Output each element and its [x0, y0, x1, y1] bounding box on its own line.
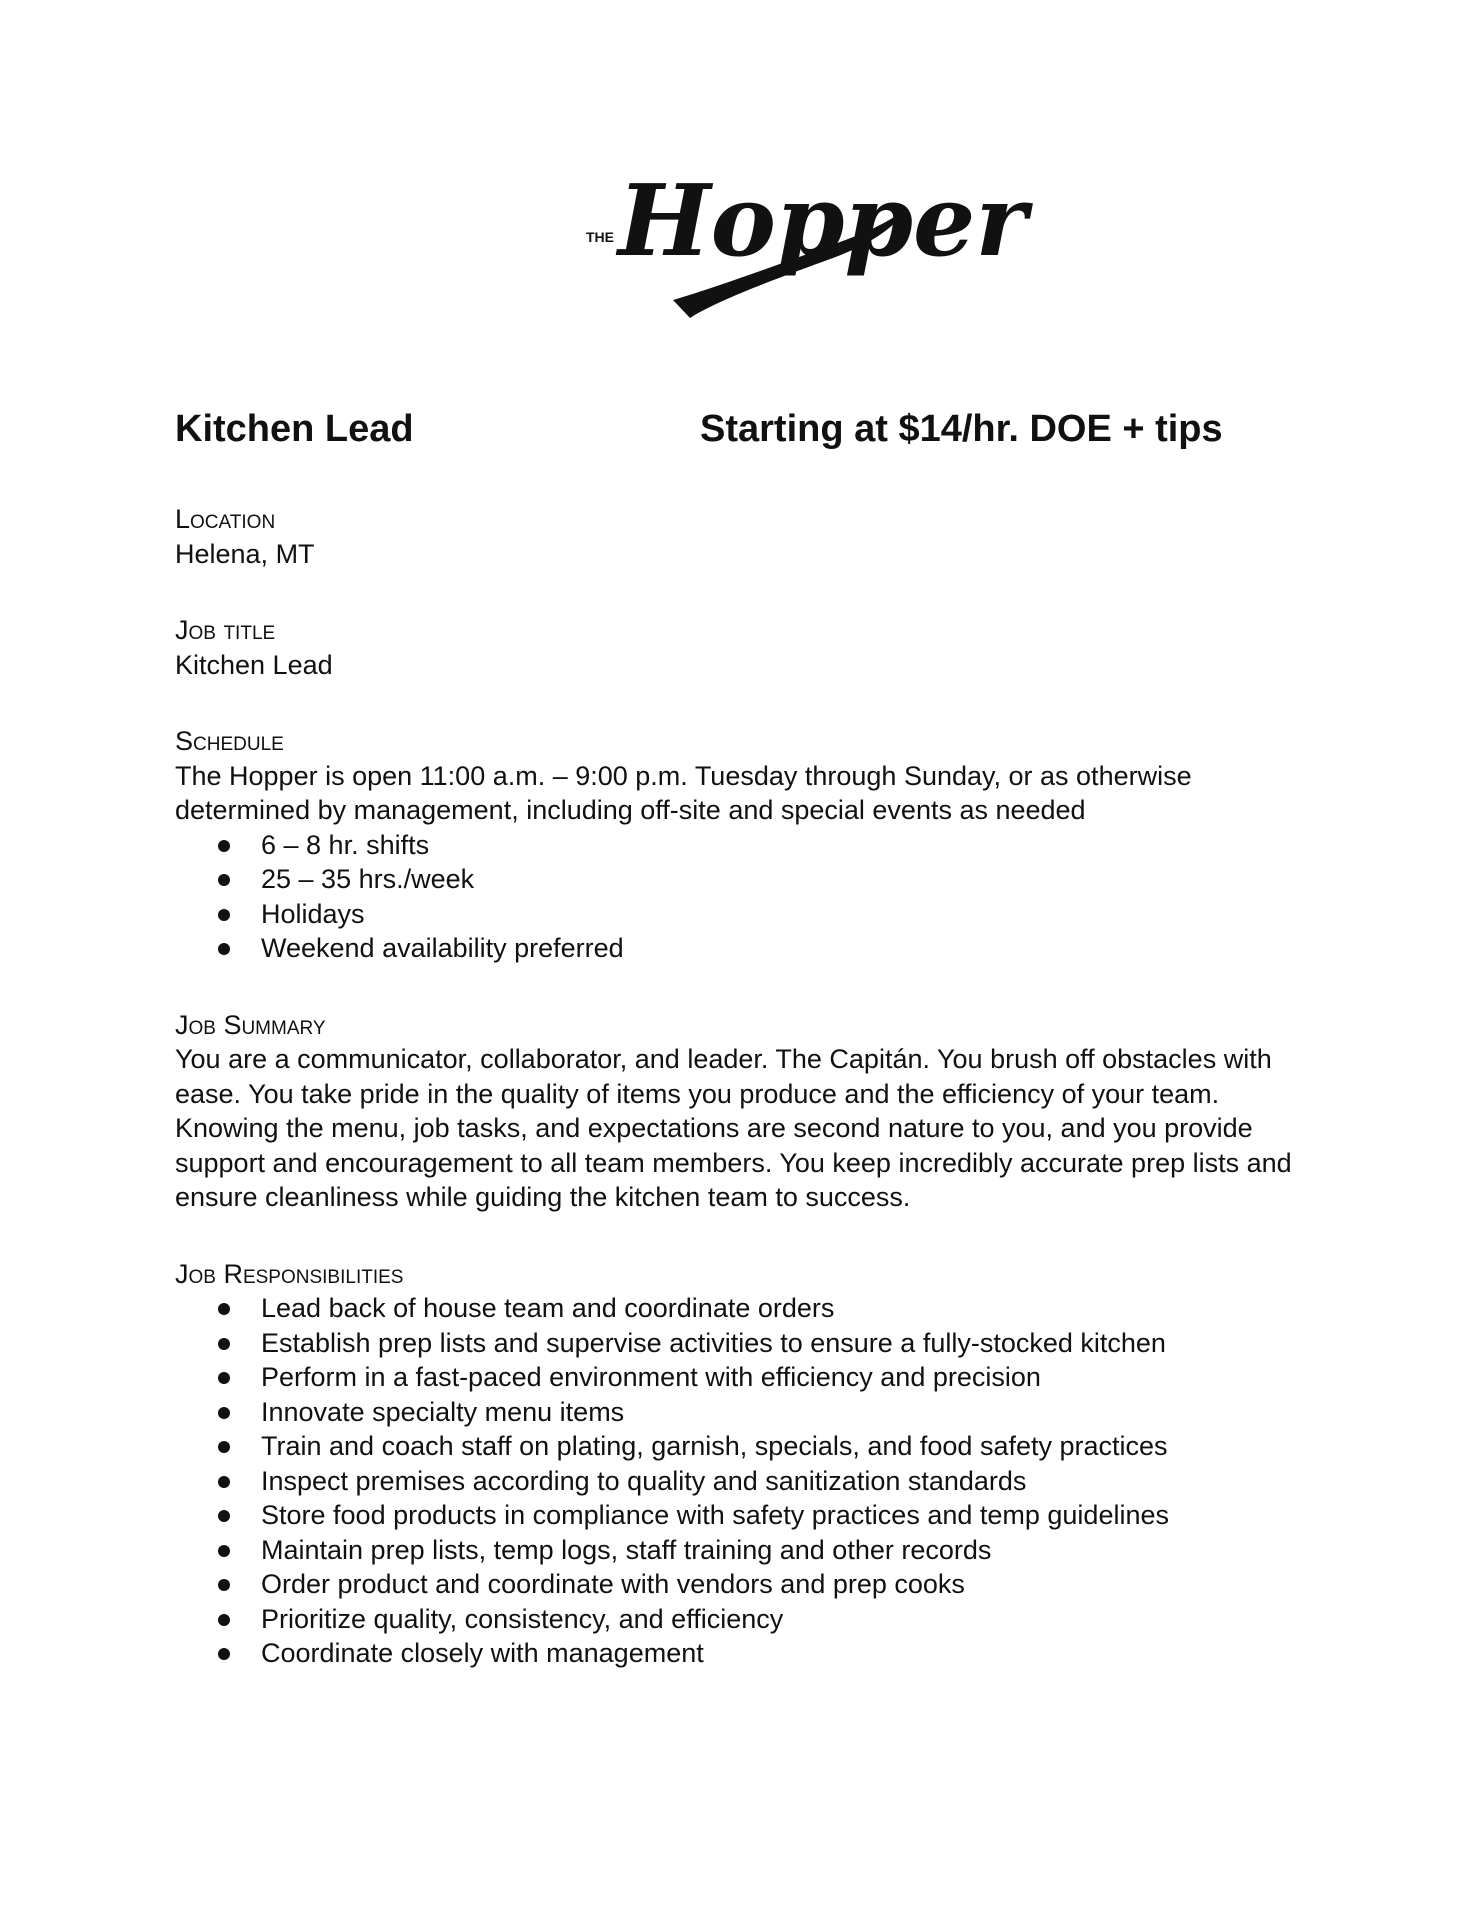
- schedule-section: [175, 724, 1325, 966]
- logo-the-text: THE: [586, 229, 614, 245]
- list-item: [218, 1395, 1325, 1430]
- list-item-text: Perform in a fast-paced environment with efficiency and precision: [261, 1362, 1041, 1392]
- hopper-logo: [578, 150, 1027, 330]
- list-item: [218, 1533, 1325, 1568]
- list-item: [218, 897, 1325, 932]
- summary-heading: Job Summary: [175, 1009, 326, 1040]
- list-item: [218, 931, 1325, 966]
- bullet-icon: [218, 943, 230, 955]
- list-item-text: Store food products in compliance with safety practices and temp guidelines: [261, 1500, 1169, 1530]
- job-title-section: [175, 613, 1325, 682]
- job-header: [175, 408, 1315, 458]
- bullet-icon: [218, 909, 230, 921]
- list-item: [218, 1498, 1325, 1533]
- list-item-text: Lead back of house team and coordinate orders: [261, 1293, 835, 1323]
- location-section: [175, 502, 1325, 571]
- list-item-text: Inspect premises according to quality and sanitization standards: [261, 1465, 1027, 1496]
- schedule-text: The Hopper is open 11:00 a.m. – 9:00 p.m. Tuesday through Sunday, or as otherwise determined by management, including off-site and special events as needed: [175, 760, 1192, 825]
- list-item-text: Establish prep lists and supervise activities to ensure a fully-stocked kitchen: [261, 1327, 1166, 1358]
- bullet-icon: [218, 1407, 230, 1419]
- list-item: [218, 1636, 1325, 1671]
- list-item: [218, 1291, 1325, 1326]
- list-item-text: Holidays: [261, 898, 365, 929]
- bullet-icon: [218, 1614, 230, 1626]
- list-item-text: Train and coach staff on plating, garnish, specials, and food safety practices: [261, 1431, 1168, 1461]
- list-item-text: Prioritize quality, consistency, and efficiency: [261, 1603, 784, 1634]
- list-item: [218, 1360, 1325, 1395]
- job-title-text: Kitchen Lead: [175, 649, 333, 680]
- schedule-heading: Schedule: [175, 726, 284, 756]
- bullet-icon: [218, 1510, 230, 1522]
- location-text: Helena, MT: [175, 538, 315, 569]
- hopper-logo-graphic: [578, 150, 1027, 330]
- job-description: [175, 502, 1325, 1713]
- schedule-list: [175, 828, 1325, 966]
- job-title-heading: Job title: [175, 615, 276, 645]
- job-header-title: Kitchen Lead: [175, 408, 414, 450]
- list-item: [218, 828, 1325, 863]
- logo-wordmark-text: Hopper: [618, 164, 1027, 279]
- bullet-icon: [218, 1579, 230, 1591]
- bullet-icon: [218, 840, 230, 852]
- bullet-icon: [218, 1441, 230, 1453]
- bullet-icon: [218, 1648, 230, 1660]
- list-item-text: 6 – 8 hr. shifts: [261, 829, 430, 860]
- bullet-icon: [218, 874, 230, 886]
- bullet-icon: [218, 1303, 230, 1315]
- list-item-text: 25 – 35 hrs./week: [261, 864, 475, 894]
- responsibilities-section: [175, 1257, 1325, 1671]
- list-item-text: Maintain prep lists, temp logs, staff training and other records: [261, 1534, 992, 1565]
- location-heading: Location: [175, 504, 276, 534]
- list-item: [218, 1602, 1325, 1637]
- bullet-icon: [218, 1545, 230, 1557]
- summary-section: [175, 1008, 1325, 1215]
- list-item: [218, 1429, 1325, 1464]
- list-item-text: Coordinate closely with management: [261, 1638, 704, 1668]
- list-item: [218, 1464, 1325, 1499]
- job-header-pay: Starting at $14/hr. DOE + tips: [700, 408, 1223, 450]
- list-item-text: Order product and coordinate with vendors and prep cooks: [261, 1569, 965, 1599]
- bullet-icon: [218, 1338, 230, 1350]
- responsibilities-list: [175, 1291, 1325, 1671]
- bullet-icon: [218, 1476, 230, 1488]
- bullet-icon: [218, 1372, 230, 1384]
- list-item: [218, 1326, 1325, 1361]
- summary-text: You are a communicator, collaborator, and leader. The Capitán. You brush off obstacles with ease. You take pride in the quality of items you produce and the efficiency of your team. Knowing the menu, job tasks, and expectations are second nature to you, and you provide support and encouragement to all team members. You keep incredibly accurate prep lists and ensure cleanliness while guiding the kitchen team to success.: [175, 1044, 1292, 1212]
- responsibilities-heading: Job Responsibilities: [175, 1258, 404, 1289]
- list-item: [218, 862, 1325, 897]
- list-item: [218, 1567, 1325, 1602]
- list-item-text: Weekend availability preferred: [261, 933, 624, 963]
- list-item-text: Innovate specialty menu items: [261, 1396, 625, 1427]
